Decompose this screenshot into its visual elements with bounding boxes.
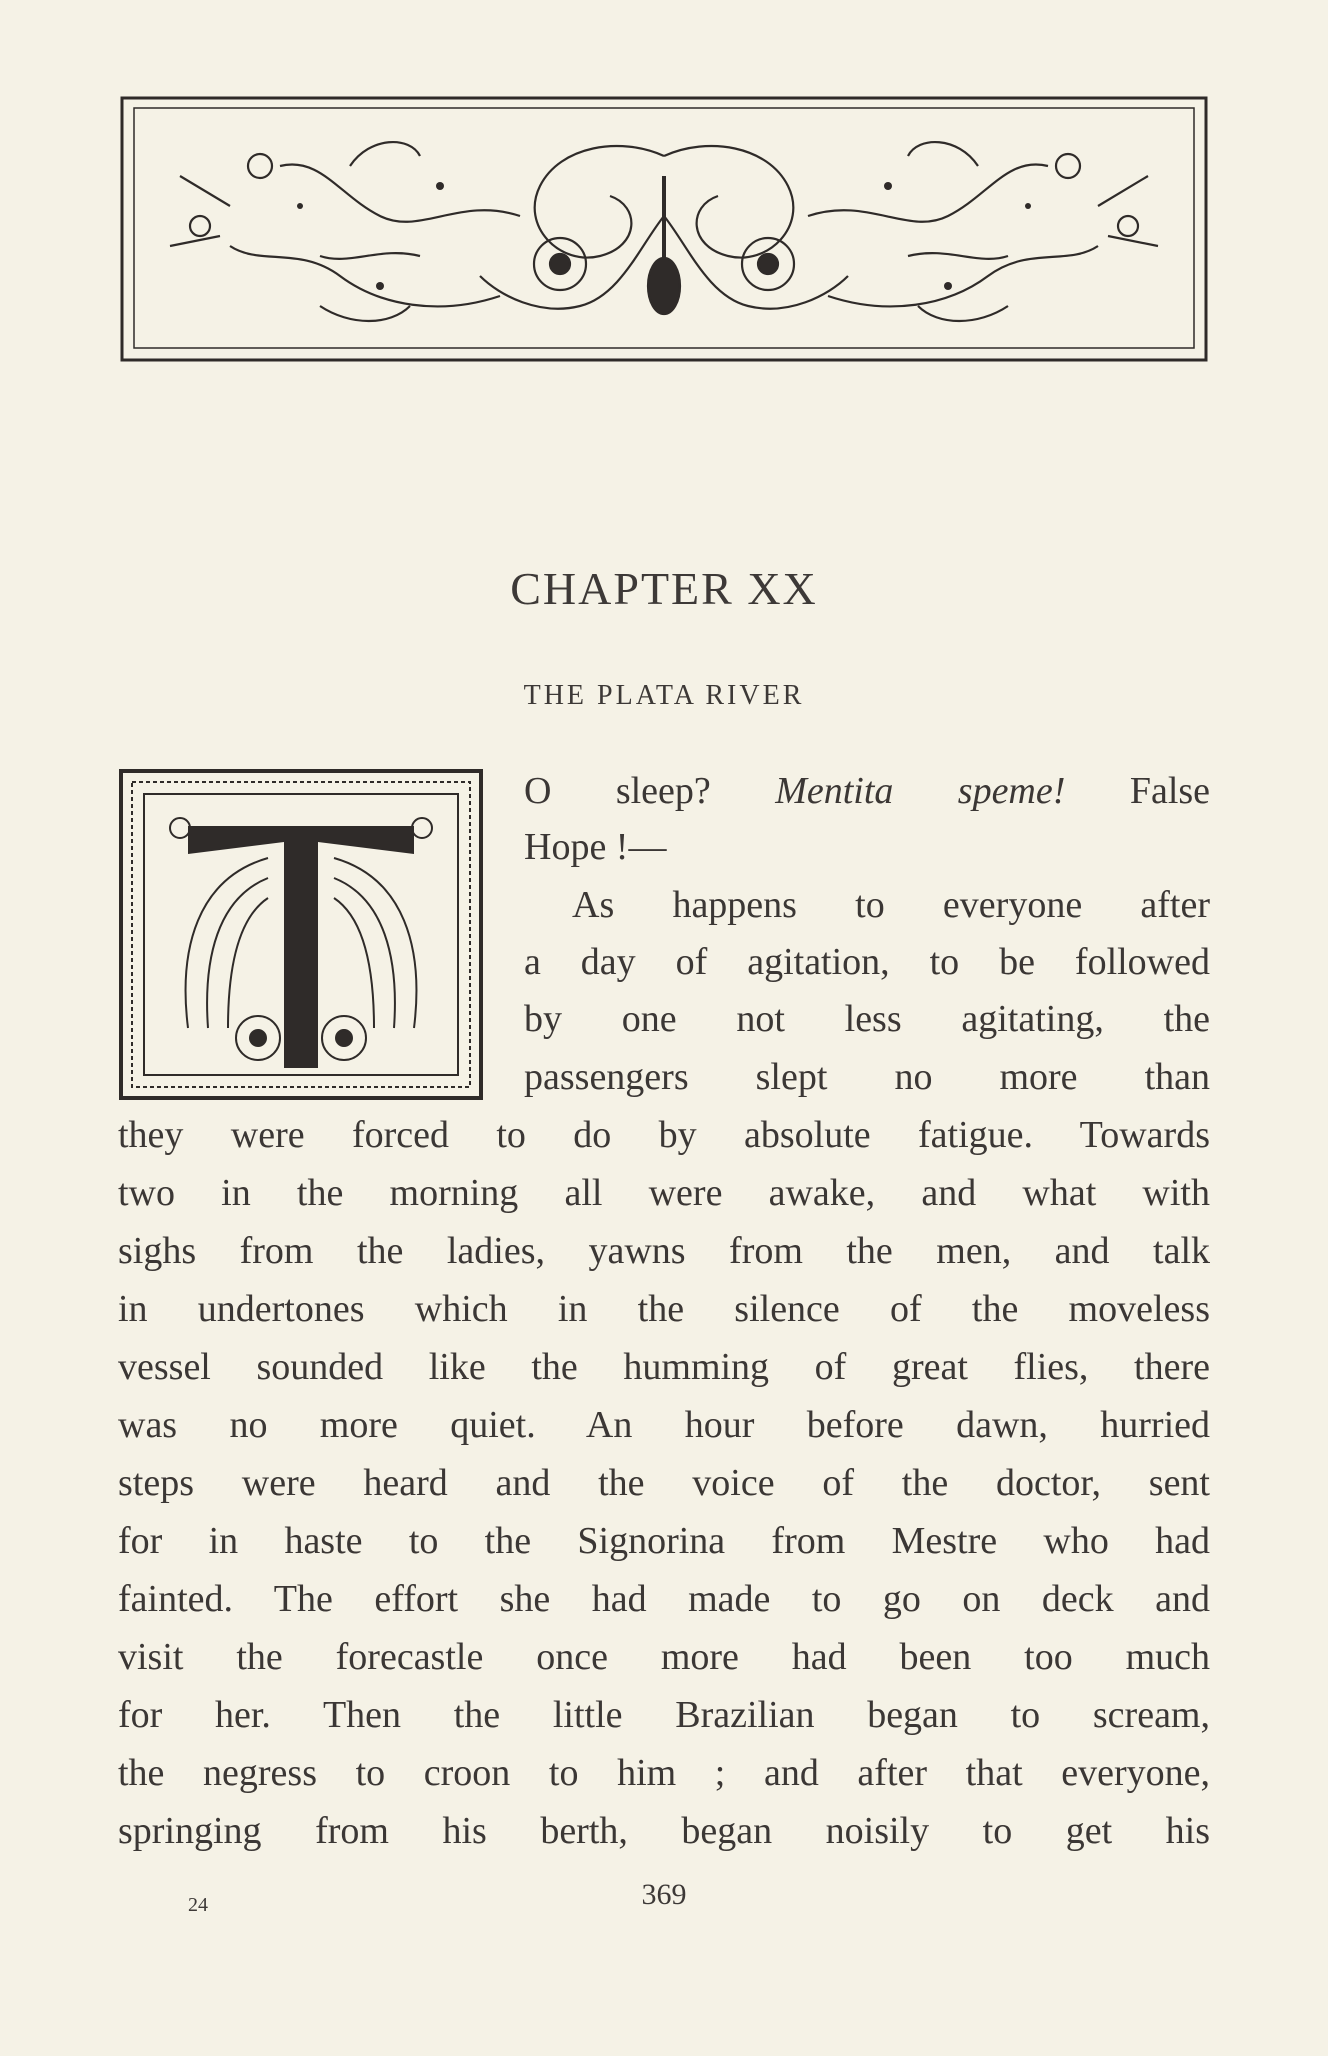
text-line: passengers slept no more than [524, 1056, 1210, 1098]
text-line: fainted. The effort she had made to go on deck and [118, 1578, 1210, 1620]
chapter-subtitle: THE PLATA RIVER [523, 680, 805, 711]
text-line: vessel sounded like the humming of great flies, there [118, 1346, 1210, 1388]
text-line: two in the morning all were awake, and what with [118, 1172, 1210, 1214]
text-line: they were forced to do by absolute fatigue. Towards [118, 1114, 1210, 1156]
text-line: in undertones which in the silence of the moveless [118, 1288, 1210, 1330]
text-line: visit the forecastle once more had been too much [118, 1636, 1210, 1678]
text-line: for in haste to the Signorina from Mestre who had [118, 1520, 1210, 1562]
text-line: was no more quiet. An hour before dawn, hurried [118, 1404, 1210, 1446]
text-line: the negress to croon to him ; and after that everyone, [118, 1752, 1210, 1794]
text-line: Hope !— [524, 826, 667, 868]
signature-mark: 24 [188, 1894, 208, 1916]
text-line: sighs from the ladies, yawns from the men, and talk [118, 1230, 1210, 1272]
text-line: a day of agitation, to be followed [524, 941, 1210, 983]
text-line: steps were heard and the voice of the doctor, sent [118, 1462, 1210, 1504]
text-line: by one not less agitating, the [524, 998, 1210, 1040]
text-line: for her. Then the little Brazilian began to scream, [118, 1694, 1210, 1736]
dropcap-letter-t-ornament [118, 768, 484, 1101]
text-line: O sleep? Mentita speme! False [524, 770, 1211, 812]
text-line: springing from his berth, began noisily to get his [118, 1810, 1210, 1852]
floral-headpiece-ornament [120, 96, 1208, 362]
text-line: As happens to everyone after [572, 884, 1210, 926]
chapter-title: CHAPTER XX [510, 563, 818, 614]
page-number: 369 [641, 1878, 687, 1911]
